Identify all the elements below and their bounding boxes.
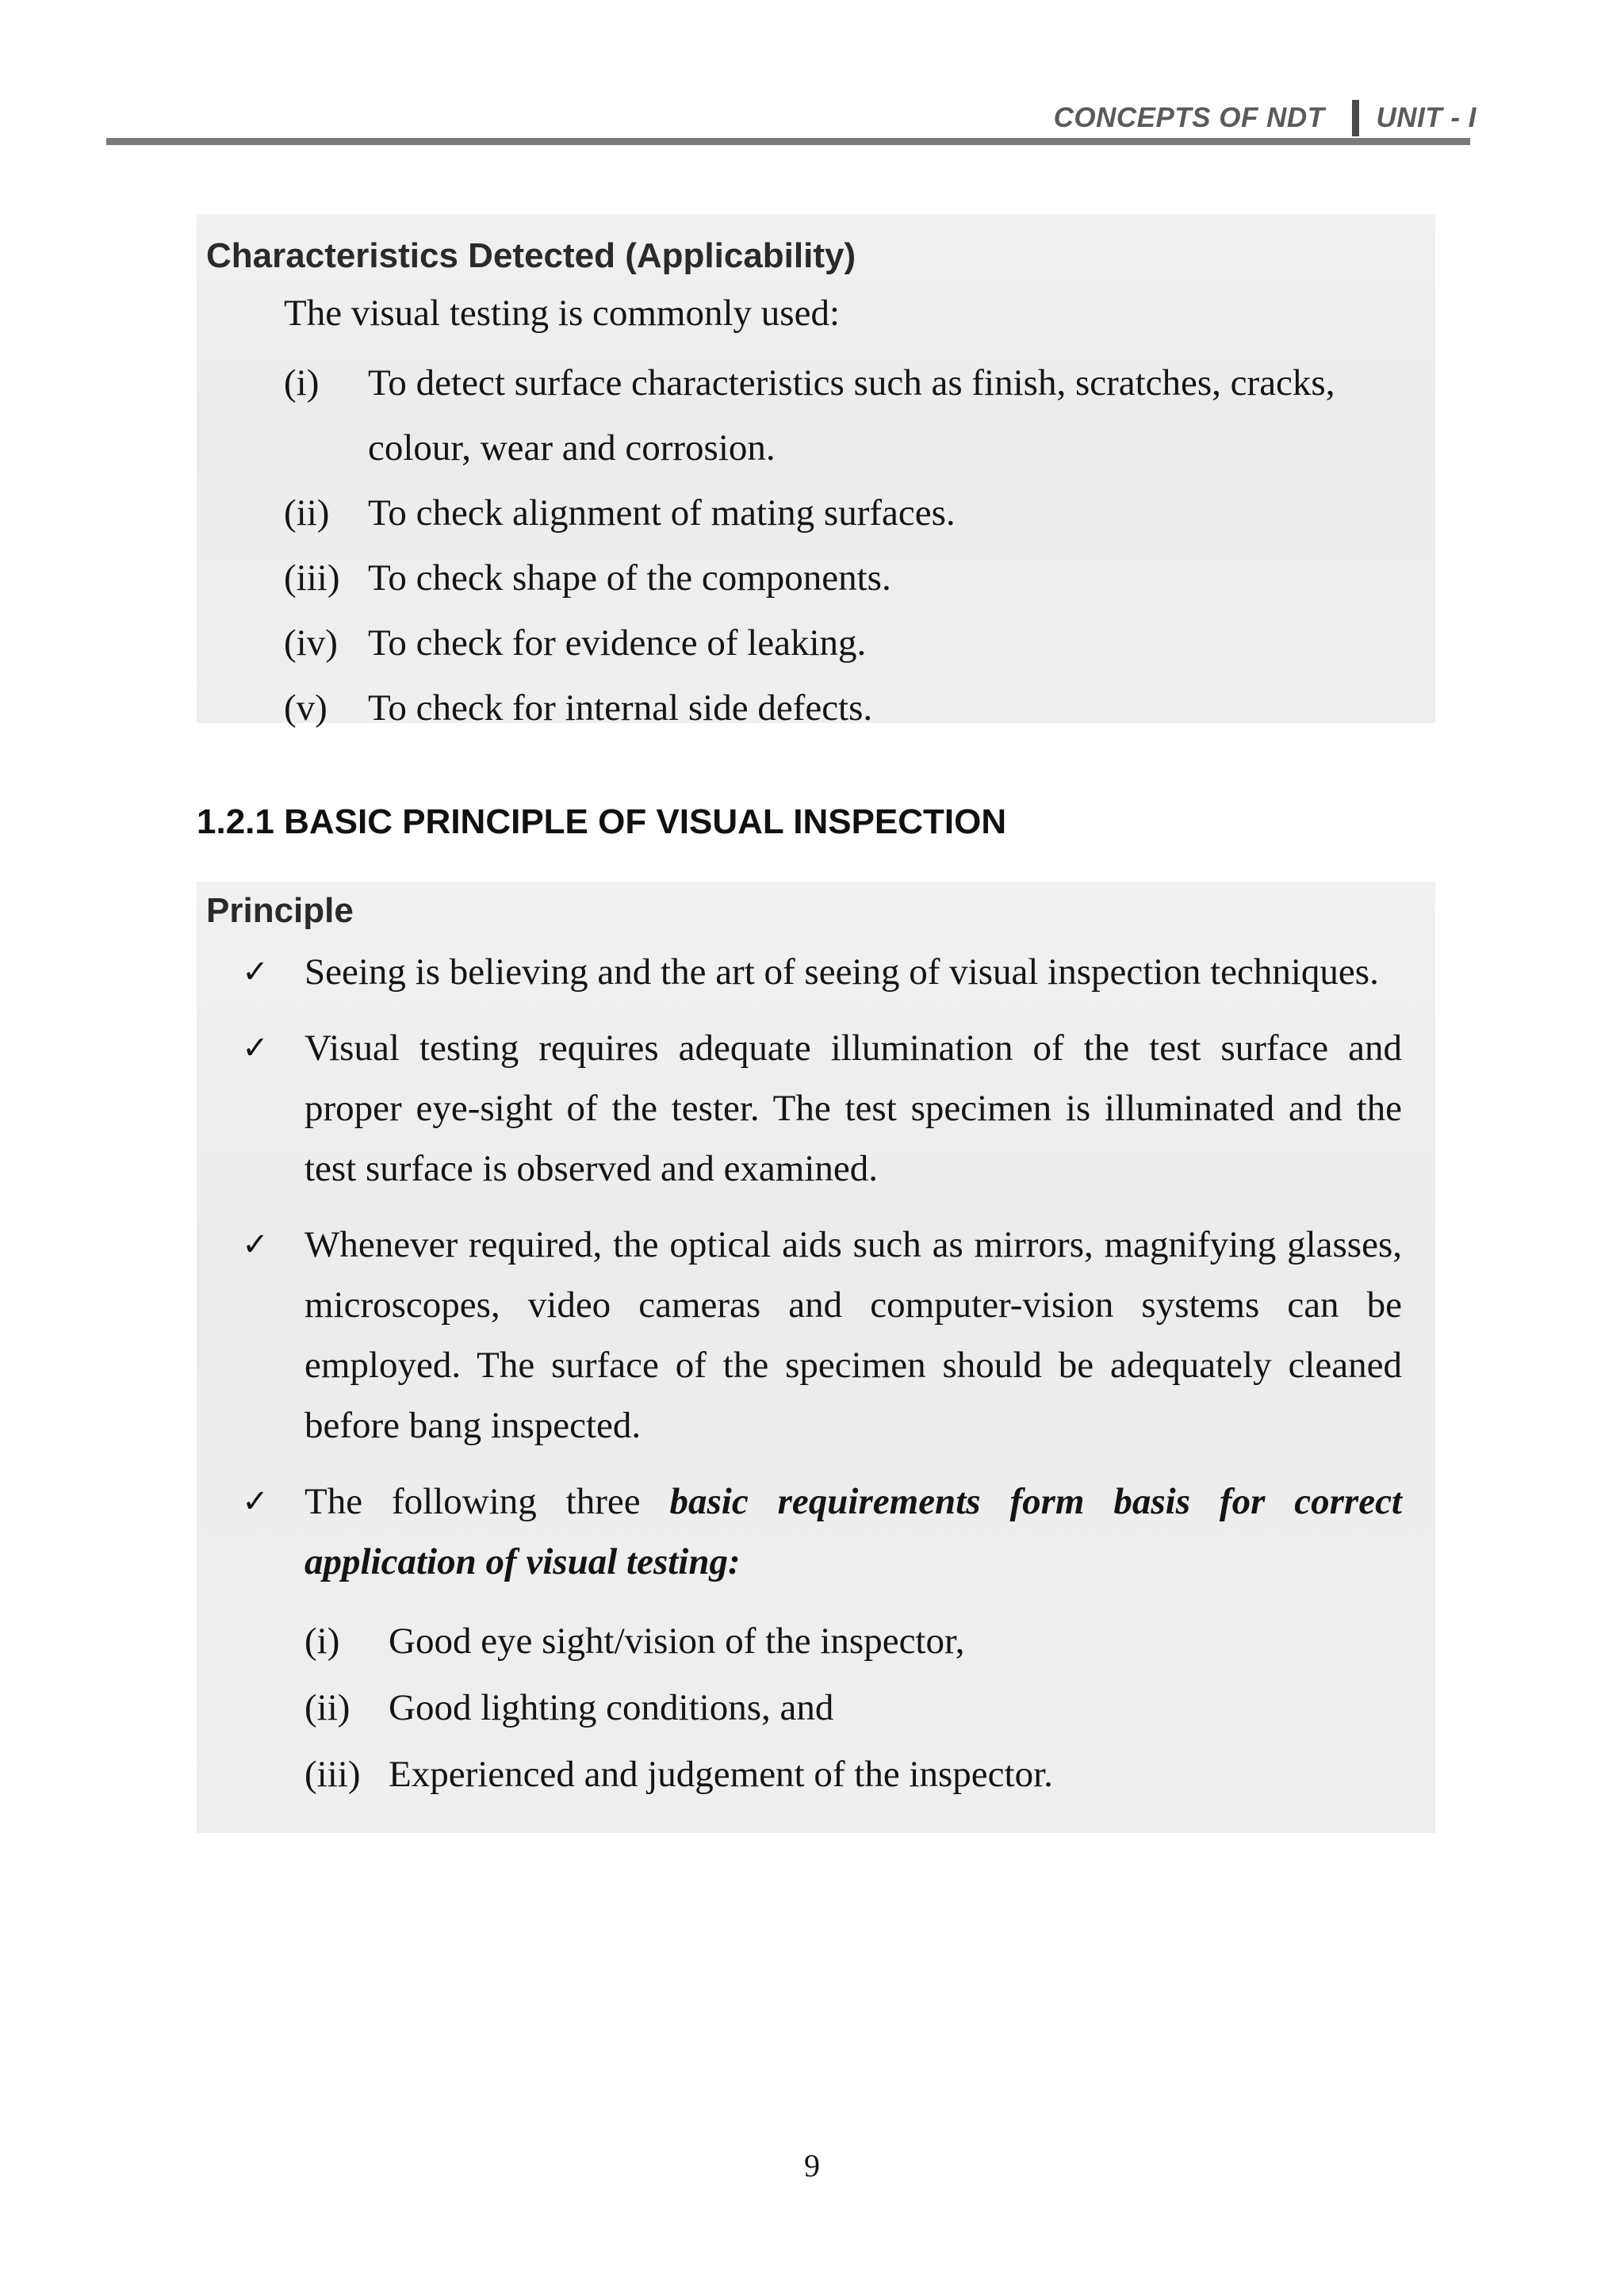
- list-item: (iv) To check for evidence of leaking.: [284, 622, 867, 664]
- header-book-title: CONCEPTS OF NDT: [1053, 102, 1325, 133]
- checkmark-icon: ✓: [242, 954, 269, 990]
- list-item: (v) To check for internal side defects.: [284, 687, 873, 729]
- characteristics-intro: The visual testing is commonly used:: [284, 293, 841, 334]
- running-header: [1054, 100, 1477, 136]
- list-item: (i) To detect surface characteristics such as finish, scratches, cracks, colour, wear and corrosion.: [284, 362, 1335, 469]
- characteristics-heading: Characteristics Detected (Applicability): [206, 236, 856, 275]
- page-number: 9: [804, 2148, 820, 2183]
- list-item: (ii) To check alignment of mating surfaces.: [284, 492, 956, 534]
- header-unit: UNIT - I: [1376, 102, 1477, 133]
- checkmark-icon: ✓: [242, 1030, 269, 1066]
- list-item: ✓ Seeing is believing and the art of seeing of visual inspection techniques.: [206, 942, 1426, 1002]
- characteristics-list: [206, 350, 1426, 740]
- list-item: (i) Good eye sight/vision of the inspector,: [304, 1621, 965, 1662]
- list-item: [206, 1471, 1426, 1592]
- list-item: ✓ Whenever required, the optical aids such as mirrors, magnifying glasses, microscopes, video cameras and computer-vision systems can be employed. The surface of the specimen should be adequately cleaned before bang inspected.: [206, 1215, 1426, 1456]
- header-divider: [1352, 100, 1359, 136]
- principle-scan: [197, 882, 1435, 1833]
- list-item: (ii) Good lighting conditions, and: [304, 1687, 834, 1728]
- checkmark-icon: ✓: [242, 1483, 269, 1520]
- requirements-emphasis: basic requirements form basis for correct application of visual testing:: [304, 1481, 1402, 1582]
- principle-list: [206, 942, 1426, 1592]
- header-rule: [106, 138, 1470, 145]
- requirements-lead: The following three: [304, 1481, 641, 1522]
- list-item: (iii) To check shape of the components.: [284, 557, 891, 599]
- principle-heading: Principle: [206, 891, 354, 930]
- section-title: 1.2.1 BASIC PRINCIPLE OF VISUAL INSPECTION: [197, 802, 1007, 841]
- requirements-list: [206, 1608, 1426, 1808]
- list-item: ✓ Visual testing requires adequate illumination of the test surface and proper eye-sight of the tester. The test specimen is illuminated and the test surface is observed and examined.: [206, 1018, 1426, 1199]
- checkmark-icon: ✓: [242, 1226, 269, 1263]
- list-item: (iii) Experienced and judgement of the inspector.: [304, 1754, 1053, 1795]
- characteristics-scan: [197, 214, 1435, 729]
